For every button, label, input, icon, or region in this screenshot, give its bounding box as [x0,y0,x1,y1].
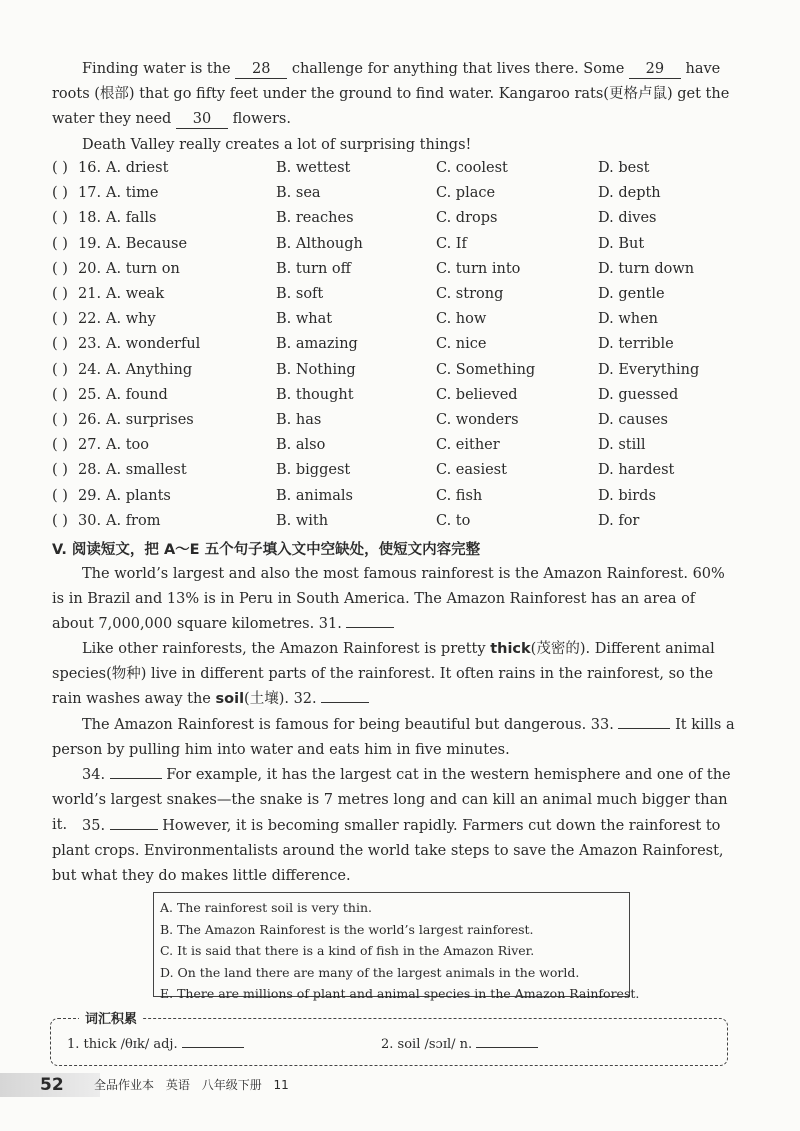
passage-paragraph-1: Finding water is the 28 challenge for anything that lives there. Some 29 have roots (根部) that go fifty feet under the ground to find water. Kangaroo rats(更格卢鼠) get the water they need 30 flowers. [52,61,730,128]
question-number: 28. [78,462,102,479]
answer-paren[interactable]: ( ) [52,185,68,202]
option-b[interactable]: B. what [276,311,333,328]
option-a[interactable]: A. surprises [106,412,194,428]
question-row [52,513,752,538]
question-row [52,236,752,261]
option-b[interactable]: B. biggest [276,462,351,479]
option-c[interactable]: C. either [436,437,500,454]
answer-blank-33[interactable] [618,728,670,729]
footer-text [94,1076,297,1093]
question-row [52,437,752,462]
question-number: 23. [78,336,102,353]
option-a[interactable]: A. too [106,437,149,454]
option-d[interactable]: D. causes [598,412,668,428]
option-d[interactable]: D. hardest [598,462,675,479]
option-e: E. There are millions of plant and animal species in the Amazon Rainforest. [160,986,640,1002]
option-a[interactable]: A. plants [106,487,171,504]
vocab-item-1: 1. thick /θɪk/ adj. [67,1037,244,1052]
option-a[interactable]: A. Anything [106,361,193,378]
option-a: A. The rainforest soil is very thin. [160,900,373,915]
option-c[interactable]: C. turn into [436,260,521,277]
answer-paren[interactable]: ( ) [52,311,68,328]
question-row [52,286,752,311]
option-b[interactable]: B. also [276,437,326,454]
option-c[interactable]: C. wonders [436,412,519,428]
blank-28[interactable]: 28 [235,60,287,79]
question-number: 29. [78,487,102,504]
options-box [153,892,640,1002]
answer-paren[interactable]: ( ) [52,437,68,454]
answer-paren[interactable]: ( ) [52,361,68,378]
question-number: 19. [78,235,102,252]
option-c: C. It is said that there is a kind of fish in the Amazon River. [160,943,535,959]
answer-paren[interactable]: ( ) [52,235,68,252]
option-d[interactable]: D. terrible [598,336,674,353]
section-title: V. 阅读短文，把 A～E 五个句子填入文中空缺处，使短文内容完整 [52,542,481,558]
option-d[interactable]: D. birds [598,487,656,504]
answer-blank-35[interactable] [110,829,158,830]
option-d[interactable]: D. guessed [598,386,679,403]
answer-paren[interactable]: ( ) [52,487,68,504]
option-d[interactable]: D. best [598,160,650,176]
option-a[interactable]: A. time [106,185,159,202]
option-c[interactable]: C. how [436,311,487,328]
question-row [52,185,752,210]
option-c[interactable]: C. drops [436,210,498,227]
question-row [52,160,752,185]
answer-paren[interactable]: ( ) [52,512,68,529]
reading-paragraph-3: The Amazon Rainforest is famous for being beautiful but dangerous. 33. It kills a person by pulling him into water and eats him in five minutes. [52,717,735,759]
answer-paren[interactable]: ( ) [52,462,68,479]
answer-blank-31[interactable] [346,627,394,628]
footer-book: 全品作业本 [94,1078,155,1092]
question-row [52,336,752,361]
answer-paren[interactable]: ( ) [52,210,68,227]
vocab-blank-2[interactable] [476,1047,538,1048]
keyword-thick: thick [490,641,531,657]
blank-30[interactable]: 30 [176,110,228,129]
option-c[interactable]: C. strong [436,286,504,302]
answer-paren[interactable]: ( ) [52,336,68,353]
option-d[interactable]: D. depth [598,185,661,202]
option-a[interactable]: A. turn on [106,260,180,277]
option-b[interactable]: B. animals [276,487,353,504]
option-a[interactable]: A. smallest [106,462,187,479]
option-b[interactable]: B. wettest [276,160,351,176]
question-row [52,362,752,387]
vocab-blank-1[interactable] [182,1047,244,1048]
question-number: 24. [78,361,102,378]
answer-paren[interactable]: ( ) [52,160,68,176]
option-d[interactable]: D. for [598,512,640,529]
option-d: D. On the land there are many of the largest animals in the world. [160,964,580,980]
option-a[interactable]: A. Because [106,235,188,252]
question-row [52,311,752,336]
option-b[interactable]: B. Although [276,235,363,252]
question-row [52,261,752,286]
option-a[interactable]: A. falls [106,210,157,227]
question-number: 25. [78,386,102,403]
question-number: 16. [78,160,102,176]
option-b[interactable]: B. Nothing [276,361,356,378]
vocab-item-2: 2. soil /sɔɪl/ n. [381,1037,538,1052]
question-row [52,462,752,487]
option-b[interactable]: B. thought [276,386,354,403]
question-row [52,488,752,513]
option-c[interactable]: C. easiest [436,462,507,479]
option-b[interactable]: B. amazing [276,336,358,353]
question-number: 21. [78,286,102,302]
answer-paren[interactable]: ( ) [52,412,68,428]
option-b[interactable]: B. soft [276,286,324,302]
answer-blank-32[interactable] [321,702,369,703]
option-b: B. The Amazon Rainforest is the world’s largest rainforest. [160,921,534,937]
option-a[interactable]: A. weak [106,286,165,302]
option-d[interactable]: D. gentle [598,286,665,302]
answer-blank-34[interactable] [110,778,162,779]
question-number: 26. [78,412,102,428]
option-c[interactable]: C. nice [436,336,487,353]
option-a[interactable]: A. found [106,386,168,403]
option-d[interactable]: D. when [598,311,658,328]
option-c[interactable]: C. fish [436,487,483,504]
option-b[interactable]: B. turn off [276,260,351,277]
footer-code: 11 [273,1078,289,1092]
answer-paren[interactable]: ( ) [52,286,68,302]
reading-paragraph-4: 34. For example, it has the largest cat in the western hemisphere and one of the world’s largest snakes—the snake is 7 metres long and can kill an animal much bigger than it. [52,767,731,834]
page-number: 52 [40,1075,64,1095]
option-a[interactable]: A. from [106,512,161,529]
option-c[interactable]: C. believed [436,386,518,403]
option-c[interactable]: C. coolest [436,160,508,176]
option-d[interactable]: D. turn down [598,260,695,277]
option-b[interactable]: B. reaches [276,210,354,227]
option-d[interactable]: D. dives [598,210,657,227]
option-a[interactable]: A. why [106,311,156,328]
option-b[interactable]: B. with [276,512,329,529]
keyword-soil: soil [215,691,245,708]
option-a[interactable]: A. wonderful [106,336,201,353]
passage-paragraph-2: Death Valley really creates a lot of surprising things! [82,137,472,153]
option-a[interactable]: A. driest [106,160,169,176]
reading-paragraph-2: Like other rainforests, the Amazon Rainforest is pretty thick(茂密的). Different animal species(物种) live in different parts of the rainforest. It often rains in the rainforest, so the rain washes away the soil(土壤). 32. [52,641,715,708]
option-d[interactable]: D. still [598,437,646,454]
option-c[interactable]: C. If [436,235,467,252]
option-c[interactable]: C. to [436,512,471,529]
vocab-box [50,1012,728,1066]
option-d[interactable]: D. But [598,235,645,252]
footer-subject: 英语 [165,1078,190,1092]
option-b[interactable]: B. sea [276,185,321,202]
question-number: 22. [78,311,102,328]
question-number: 18. [78,210,102,227]
reading-paragraph-5: 35. However, it is becoming smaller rapidly. Farmers cut down the rainforest to plant crops. Environmentalists around the world take steps to save the Amazon Rainforest, but what they do makes little difference. [52,818,724,885]
option-c[interactable]: C. Something [436,361,536,378]
question-row [52,210,752,235]
question-number: 17. [78,185,102,202]
reading-paragraph-1: The world’s largest and also the most famous rainforest is the Amazon Rainforest. 60% is in Brazil and 13% is in Peru in South America. The Amazon Rainforest has an area of about 7,000,000 square kilometres. 31. [52,566,725,633]
blank-29[interactable]: 29 [629,60,681,79]
question-number: 27. [78,437,102,454]
question-row [52,387,752,412]
question-number: 20. [78,260,102,277]
answer-paren[interactable]: ( ) [52,386,68,403]
question-number: 30. [78,512,102,529]
option-b[interactable]: B. has [276,412,322,428]
option-d[interactable]: D. Everything [598,361,700,378]
vocab-title: 词汇积累 [79,1008,143,1027]
option-c[interactable]: C. place [436,185,496,202]
question-row [52,412,752,437]
answer-paren[interactable]: ( ) [52,260,68,277]
footer-grade: 八年级下册 [201,1078,262,1092]
